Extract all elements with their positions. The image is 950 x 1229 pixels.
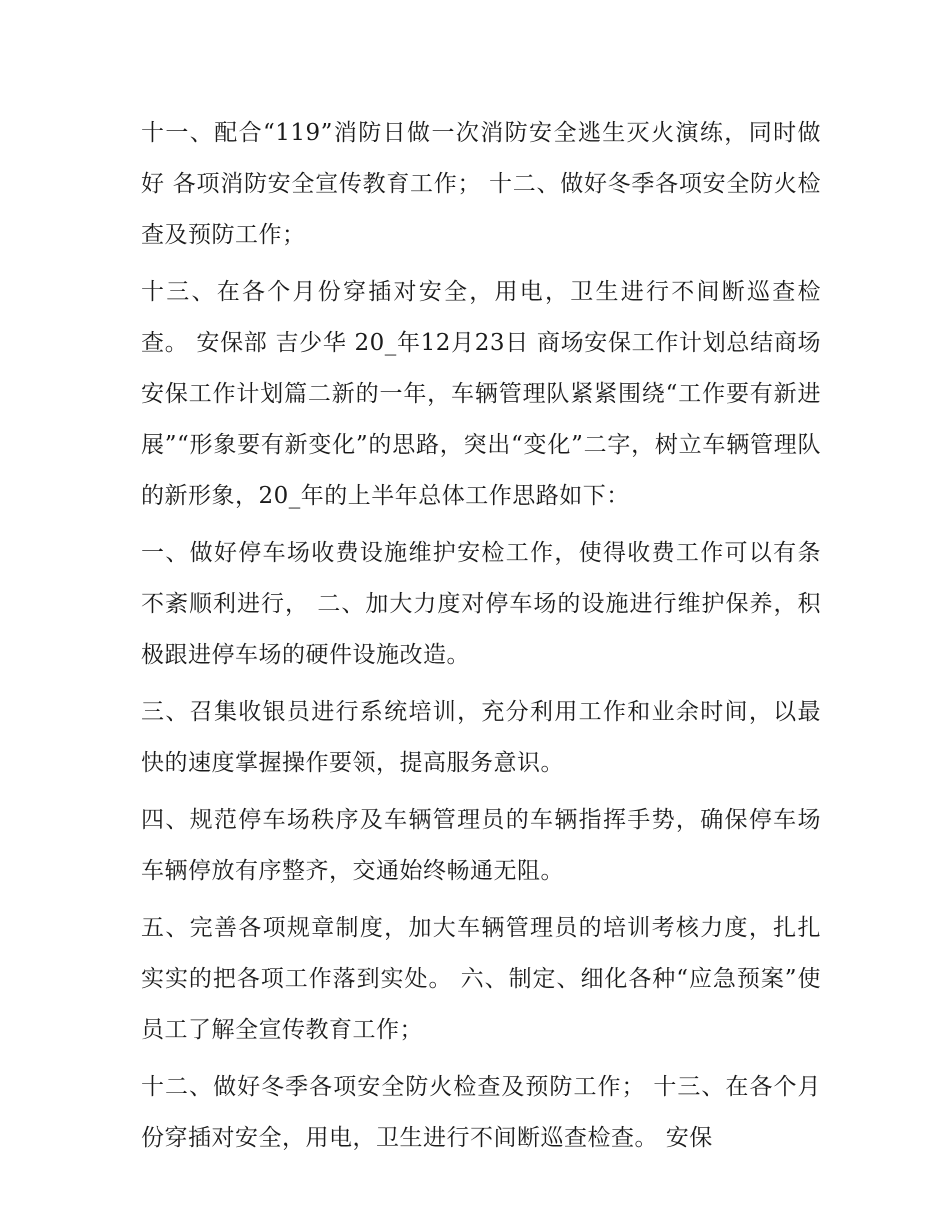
paragraph-5: 四、规范停车场秩序及车辆管理员的车辆指挥手势，确保停车场车辆停放有序整齐，交通始终畅通无阻。: [141, 807, 821, 884]
paragraph-2: 十三、在各个月份穿插对安全，用电，卫生进行不间断巡查检查。 安保部 吉少华 20_年12月23日 商场安保工作计划总结商场安保工作计划篇二新的一年，车辆管理队紧紧围绕“工作要有新进展”“形象要有新变化”的思路，突出“变化”二字，树立车辆管理队的新形象，20_年的上半年总体工作思路如下：: [141, 279, 821, 509]
paragraph-6: 五、完善各项规章制度，加大车辆管理员的培训考核力度，扎扎实实的把各项工作落到实处。 六、制定、细化各种“应急预案”使员工了解全宣传教育工作；: [141, 915, 821, 1043]
paragraph-7: 十二、做好冬季各项安全防火检查及预防工作； 十三、在各个月份穿插对安全，用电，卫生进行不间断巡查检查。 安保: [141, 1074, 821, 1151]
paragraph-3: 一、做好停车场收费设施维护安检工作，使得收费工作可以有条不紊顺利进行， 二、加大力度对停车场的设施进行维护保养，积极跟进停车场的硬件设施改造。: [141, 540, 821, 668]
paragraph-4: 三、召集收银员进行系统培训，充分利用工作和业余时间，以最快的速度掌握操作要领，提高服务意识。: [141, 699, 821, 776]
paragraph-1: 十一、配合“119”消防日做一次消防安全逃生灭火演练，同时做好 各项消防安全宣传教育工作； 十二、做好冬季各项安全防火检查及预防工作；: [141, 120, 821, 248]
document-body: [141, 108, 821, 1170]
